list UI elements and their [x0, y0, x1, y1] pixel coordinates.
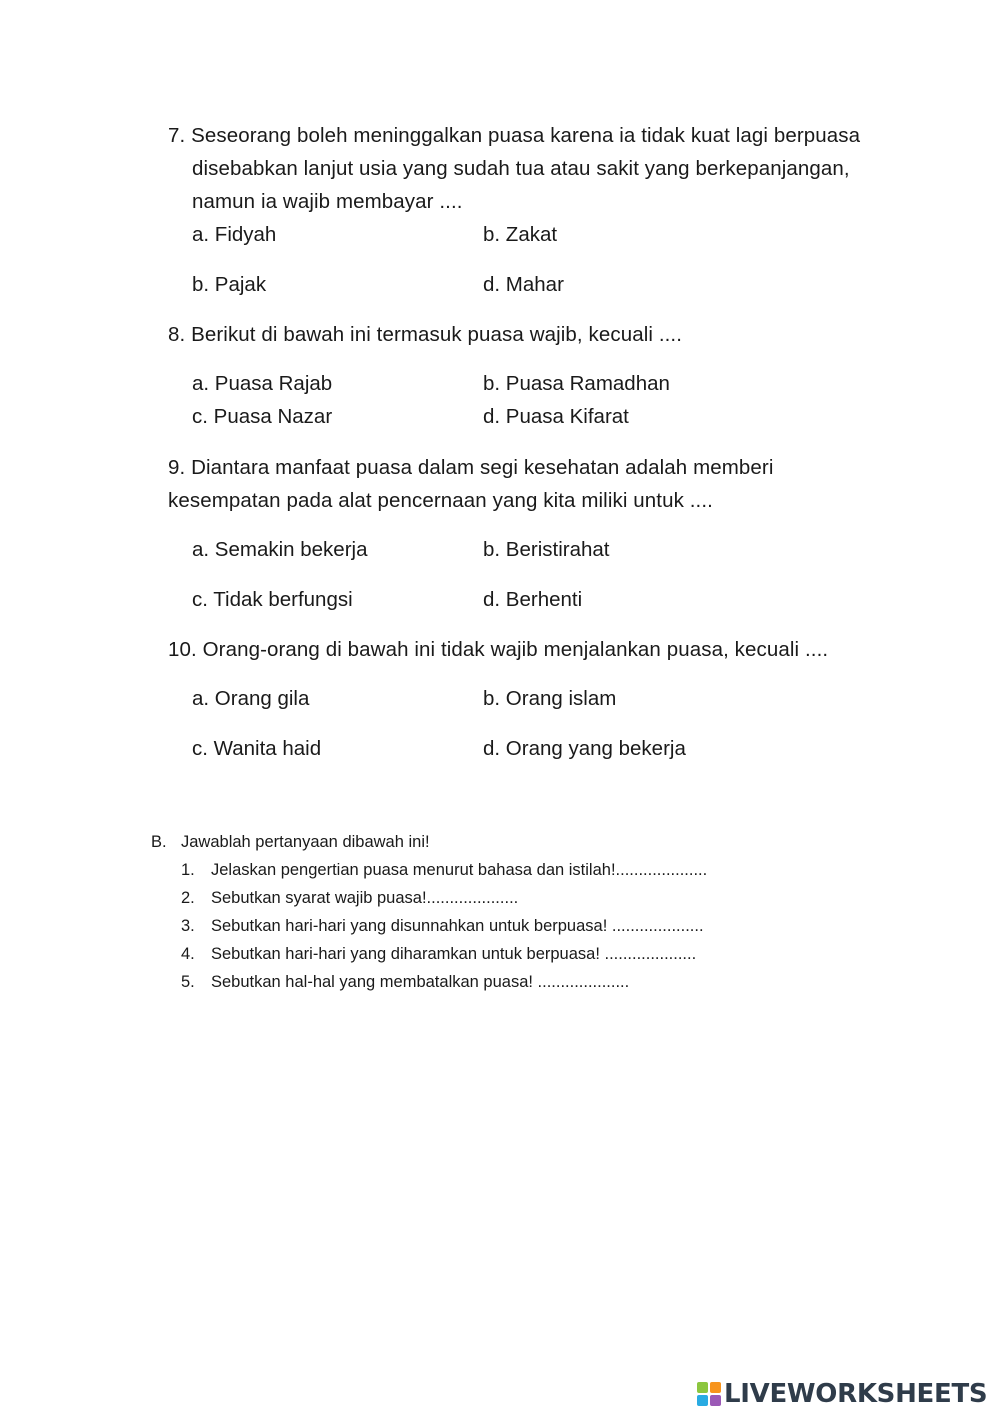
question-8	[168, 318, 908, 351]
essay-number-2: 2.	[181, 889, 195, 907]
essay-question-5[interactable]: Sebutkan hal-hal yang membatalkan puasa! ....................	[211, 973, 630, 991]
logo-tile-blue	[697, 1395, 708, 1406]
option-8b[interactable]: b. Puasa Ramadhan	[483, 372, 670, 395]
option-8a[interactable]: a. Puasa Rajab	[192, 372, 333, 395]
section-b-label: B.	[151, 833, 167, 851]
question-line: namun ia wajib membayar ....	[192, 190, 463, 213]
essay-number-5: 5.	[181, 973, 195, 991]
section-b-heading: Jawablah pertanyaan dibawah ini!	[181, 833, 430, 851]
option-7b[interactable]: b. Zakat	[483, 223, 558, 246]
essay-number-3: 3.	[181, 917, 195, 935]
essay-question-2[interactable]: Sebutkan syarat wajib puasa!....................	[211, 889, 519, 907]
question-line: 10. Orang-orang di bawah ini tidak wajib menjalankan puasa, kecuali ....	[168, 638, 829, 661]
question-9	[168, 451, 908, 517]
essay-question-4[interactable]: Sebutkan hari-hari yang diharamkan untuk berpuasa! ....................	[211, 945, 697, 963]
option-10d[interactable]: d. Orang yang bekerja	[483, 737, 686, 760]
question-line: 7. Seseorang boleh meninggalkan puasa karena ia tidak kuat lagi berpuasa	[168, 124, 861, 147]
option-8c[interactable]: c. Puasa Nazar	[192, 405, 333, 428]
brand-text: LIVEWORKSHEETS	[724, 1379, 988, 1409]
question-7	[168, 119, 908, 218]
option-9c[interactable]: c. Tidak berfungsi	[192, 588, 353, 611]
option-9d[interactable]: d. Berhenti	[483, 588, 583, 611]
essay-question-1[interactable]: Jelaskan pengertian puasa menurut bahasa dan istilah!....................	[211, 861, 708, 879]
option-10b[interactable]: b. Orang islam	[483, 687, 617, 710]
option-8d[interactable]: d. Puasa Kifarat	[483, 405, 629, 428]
logo-tile-orange	[710, 1382, 721, 1393]
question-line: kesempatan pada alat pencernaan yang kita miliki untuk ....	[168, 489, 713, 512]
essay-question-3[interactable]: Sebutkan hari-hari yang disunnahkan untuk berpuasa! ....................	[211, 917, 704, 935]
liveworksheets-logo-icon	[697, 1382, 721, 1406]
logo-tile-purple	[710, 1395, 721, 1406]
liveworksheets-logo	[697, 1378, 987, 1410]
logo-tile-green	[697, 1382, 708, 1393]
question-line: disebabkan lanjut usia yang sudah tua atau sakit yang berkepanjangan,	[192, 157, 850, 180]
option-10c[interactable]: c. Wanita haid	[192, 737, 322, 760]
question-line: 8. Berikut di bawah ini termasuk puasa wajib, kecuali ....	[168, 323, 682, 346]
option-9a[interactable]: a. Semakin bekerja	[192, 538, 368, 561]
option-9b[interactable]: b. Beristirahat	[483, 538, 610, 561]
question-line: 9. Diantara manfaat puasa dalam segi kesehatan adalah memberi	[168, 456, 774, 479]
option-7c[interactable]: b. Pajak	[192, 273, 267, 296]
essay-number-1: 1.	[181, 861, 195, 879]
option-7d[interactable]: d. Mahar	[483, 273, 564, 296]
essay-number-4: 4.	[181, 945, 195, 963]
question-10	[168, 633, 928, 666]
option-10a[interactable]: a. Orang gila	[192, 687, 310, 710]
option-7a[interactable]: a. Fidyah	[192, 223, 277, 246]
